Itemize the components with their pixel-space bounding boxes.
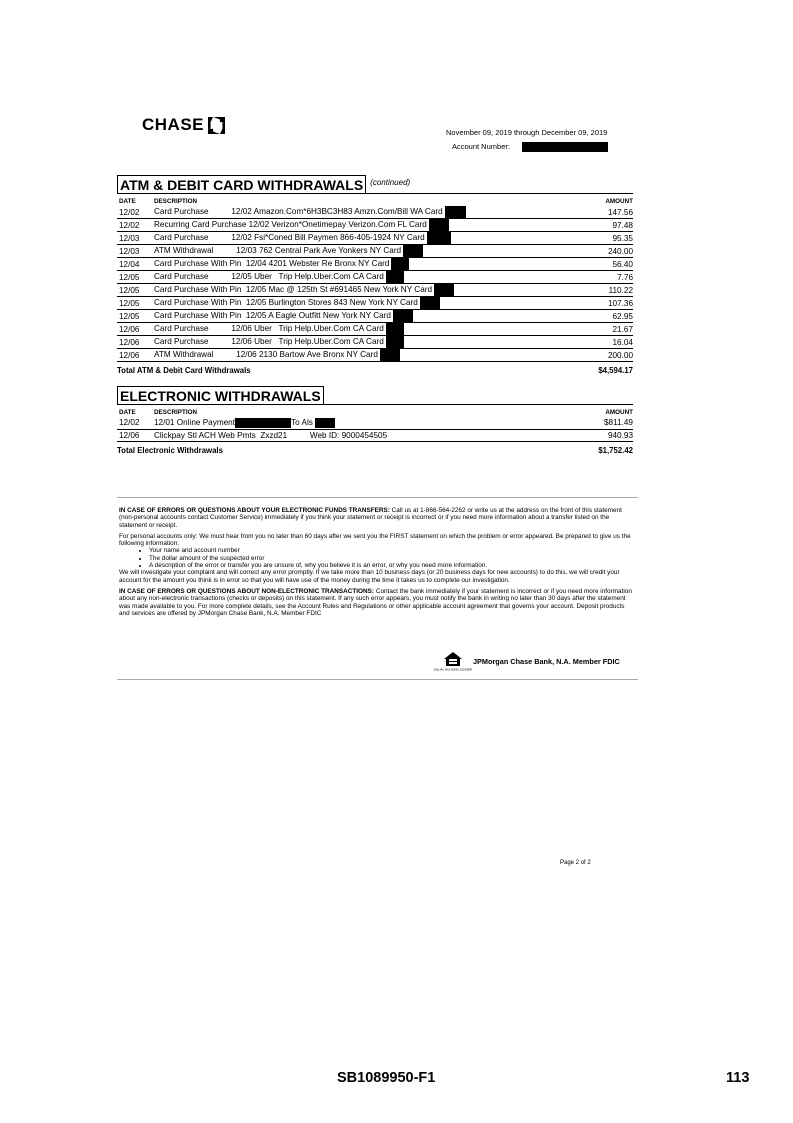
electronic-total-row xyxy=(117,442,633,455)
row-amount: 200.00 xyxy=(594,349,633,362)
section-heading xyxy=(117,386,633,405)
redaction-block xyxy=(393,310,413,322)
total-value: $1,752.42 xyxy=(598,446,633,456)
document-id: SB1089950-F1 xyxy=(337,1070,436,1086)
redaction-block xyxy=(386,336,404,348)
redaction-block xyxy=(403,245,423,257)
page-label: Page 2 of 2 xyxy=(560,860,591,866)
description-text: Card Purchase With Pin 12/05 A Eagle Outfitt New York NY Card xyxy=(154,311,391,321)
total-label: Total ATM & Debit Card Withdrawals xyxy=(117,366,251,375)
redaction-block xyxy=(429,219,449,231)
row-description xyxy=(154,417,580,429)
table-row xyxy=(117,429,633,442)
row-date: 12/03 xyxy=(117,232,154,245)
row-date: 12/02 xyxy=(117,219,154,232)
desc-part: To Als xyxy=(291,417,313,427)
row-date: 12/05 xyxy=(117,271,154,284)
divider xyxy=(117,497,638,498)
chase-logo xyxy=(142,115,225,135)
redaction-block xyxy=(386,271,404,283)
row-description: Clickpay Stl ACH Web Pmts Zxzd21 Web ID: 9000454505 xyxy=(154,429,580,442)
row-amount: 940.93 xyxy=(580,429,633,442)
row-description xyxy=(154,336,594,349)
account-number-redacted xyxy=(522,142,608,152)
desc-part: 12/01 Online Payment xyxy=(154,417,236,427)
row-date: 12/06 xyxy=(117,336,154,349)
redaction-block xyxy=(427,232,451,244)
eft-paragraph xyxy=(119,507,634,529)
description-text: Card Purchase 12/02 Amazon.Com*6H3BC3H83 Amzn.Com/Bill WA Card xyxy=(154,207,443,217)
redaction-block xyxy=(391,258,409,270)
description-text: Card Purchase 12/05 Uber Trip Help.Uber.Com CA Card xyxy=(154,272,384,282)
atm-debit-section xyxy=(117,175,633,375)
electronic-withdrawals-section xyxy=(117,386,633,455)
row-date: 12/06 xyxy=(117,349,154,362)
description-text: Card Purchase 12/06 Uber Trip Help.Uber.Com CA Card xyxy=(154,337,384,347)
electronic-transactions-table xyxy=(117,405,633,442)
description-text: Card Purchase 12/06 Uber Trip Help.Uber.Com CA Card xyxy=(154,324,384,334)
row-amount: 240.00 xyxy=(594,245,633,258)
row-amount: 95.35 xyxy=(594,232,633,245)
section-heading xyxy=(117,175,633,194)
row-description xyxy=(154,271,594,284)
description-text: Card Purchase With Pin 12/05 Burlington Stores 843 New York NY Card xyxy=(154,298,418,308)
row-amount: 62.95 xyxy=(594,310,633,323)
atm-transactions-table xyxy=(117,194,633,362)
continued-label: (continued) xyxy=(370,178,411,187)
row-date: 12/05 xyxy=(117,297,154,310)
logo-text: CHASE xyxy=(142,115,205,134)
row-date: 12/05 xyxy=(117,310,154,323)
description-text: Card Purchase 12/02 Fsi*Coned Bill Paymen 866-405-1924 NY Card xyxy=(154,233,425,243)
row-date: 12/03 xyxy=(117,245,154,258)
row-amount: 107.36 xyxy=(594,297,633,310)
non-eft-heading: IN CASE OF ERRORS OR QUESTIONS ABOUT NON-ELECTRONIC TRANSACTIONS: xyxy=(119,587,375,595)
table-row xyxy=(117,232,633,245)
table-row xyxy=(117,206,633,219)
total-value: $4,594.17 xyxy=(598,366,633,375)
row-amount: 21.67 xyxy=(594,323,633,336)
col-amount-header: AMOUNT xyxy=(605,409,633,416)
row-description xyxy=(154,297,594,310)
table-row xyxy=(117,336,633,349)
table-row xyxy=(117,297,633,310)
equal-housing-lender-icon xyxy=(434,651,472,672)
row-description xyxy=(154,323,594,336)
col-description-header: DESCRIPTION xyxy=(154,198,198,205)
row-amount: 110.22 xyxy=(594,284,633,297)
table-row xyxy=(117,284,633,297)
table-row xyxy=(117,310,633,323)
row-date: 12/05 xyxy=(117,284,154,297)
row-amount: $811.49 xyxy=(580,417,633,429)
row-date: 12/02 xyxy=(117,417,154,429)
statement-period: November 09, 2019 through December 09, 2019 xyxy=(446,128,608,137)
atm-total-row xyxy=(117,362,633,375)
redaction-block xyxy=(380,349,400,361)
row-description xyxy=(154,232,594,245)
row-description xyxy=(154,206,594,219)
row-date: 12/02 xyxy=(117,206,154,219)
row-amount: 97.48 xyxy=(594,219,633,232)
row-description xyxy=(154,219,594,232)
row-date: 12/06 xyxy=(117,323,154,336)
col-date-header: DATE xyxy=(119,198,136,205)
personal-accounts-paragraph: For personal accounts only: We must hear from you no later than 60 days after we sent you the FIRST statement on which the problem or error appeared. Be prepared to give us the following information: xyxy=(119,532,631,548)
row-amount: 16.04 xyxy=(594,336,633,349)
redaction-block xyxy=(315,418,335,428)
row-description xyxy=(154,349,594,362)
table-row xyxy=(117,323,633,336)
divider xyxy=(117,679,638,680)
table-row xyxy=(117,258,633,271)
redaction-block xyxy=(235,418,291,428)
non-eft-paragraph xyxy=(119,588,634,617)
eft-heading: IN CASE OF ERRORS OR QUESTIONS ABOUT YOUR ELECTRONIC FUNDS TRANSFERS: xyxy=(119,507,390,514)
info-list xyxy=(119,547,634,569)
col-description-header: DESCRIPTION xyxy=(154,409,198,416)
description-text: Card Purchase With Pin 12/04 4201 Webster Re Bronx NY Card xyxy=(154,259,390,269)
col-date-header: DATE xyxy=(119,409,136,416)
table-row xyxy=(117,417,633,429)
row-date: 12/06 xyxy=(117,429,154,442)
redaction-block xyxy=(386,323,404,335)
row-date: 12/04 xyxy=(117,258,154,271)
row-amount: 147.56 xyxy=(594,206,633,219)
list-item: • Your name and account number xyxy=(149,547,634,554)
description-text: Card Purchase With Pin 12/05 Mac @ 125th St #691465 New York NY Card xyxy=(154,285,433,295)
row-description xyxy=(154,258,594,271)
table-row xyxy=(117,349,633,362)
section-title: ATM & DEBIT CARD WITHDRAWALS xyxy=(117,175,366,193)
error-notice xyxy=(119,507,634,621)
table-row xyxy=(117,245,633,258)
row-description xyxy=(154,245,594,258)
col-amount-header: AMOUNT xyxy=(605,198,633,205)
account-number-label: Account Number: xyxy=(452,142,510,151)
row-amount: 7.76 xyxy=(594,271,633,284)
row-amount: 56.40 xyxy=(594,258,633,271)
table-row xyxy=(117,219,633,232)
non-eft-text: Contact the bank immediately if your statement is incorrect or if you need more information about any non-electronic transactions (checks or deposits) on this statement. If any such error appears, you must notify the bank in writing no later than 30 days after the statement was made available to you. For more complete details, see the Account Rules and Regulations or other applicable account agreement that governs your account. Deposit products and services are offered by JPMorgan Chase Bank, N.A. Member FDIC xyxy=(119,587,632,617)
row-description xyxy=(154,284,594,297)
description-text: ATM Withdrawal 12/03 762 Central Park Ave Yonkers NY Card xyxy=(154,246,402,256)
list-item: • A description of the error or transfer you are unsure of, why you believe it is an error, or why you need more information. xyxy=(149,562,634,569)
chase-octagon-icon xyxy=(208,117,225,134)
page-number: 113 xyxy=(726,1070,750,1086)
description-text: Recurring Card Purchase 12/02 Verizon*Onetimepay Verizon.Com FL Card xyxy=(154,220,427,230)
row-description xyxy=(154,310,594,323)
list-item: • The dollar amount of the suspected error xyxy=(149,555,634,562)
redaction-block xyxy=(445,206,466,218)
description-text: ATM Withdrawal 12/06 2130 Bartow Ave Bronx NY Card xyxy=(154,350,378,360)
svg-text:EQUAL HOUSING LENDER: EQUAL HOUSING LENDER xyxy=(434,667,472,672)
table-row xyxy=(117,271,633,284)
eft-text: Call us at 1-866-564-2262 or write us at the address on the front of this statement (non-personal accounts contact Customer Service) immediately if you think your statement or receipt is incorrect or if you need more information about a transfer listed on the statement or receipt. xyxy=(119,507,622,529)
section-title: ELECTRONIC WITHDRAWALS xyxy=(117,386,324,404)
redaction-block xyxy=(434,284,454,296)
account-number-row xyxy=(452,141,608,153)
member-fdic-text: JPMorgan Chase Bank, N.A. Member FDIC xyxy=(473,657,620,666)
redaction-block xyxy=(420,297,440,309)
investigation-paragraph: We will investigate your complaint and will correct any error promptly. If we take more than 10 business days (or 20 business days for new accounts) to do this, we will credit your account for the amount you think is in error so that you will have use of the money during the time it takes us to complete our investigation. xyxy=(119,569,620,584)
total-label: Total Electronic Withdrawals xyxy=(117,446,223,456)
